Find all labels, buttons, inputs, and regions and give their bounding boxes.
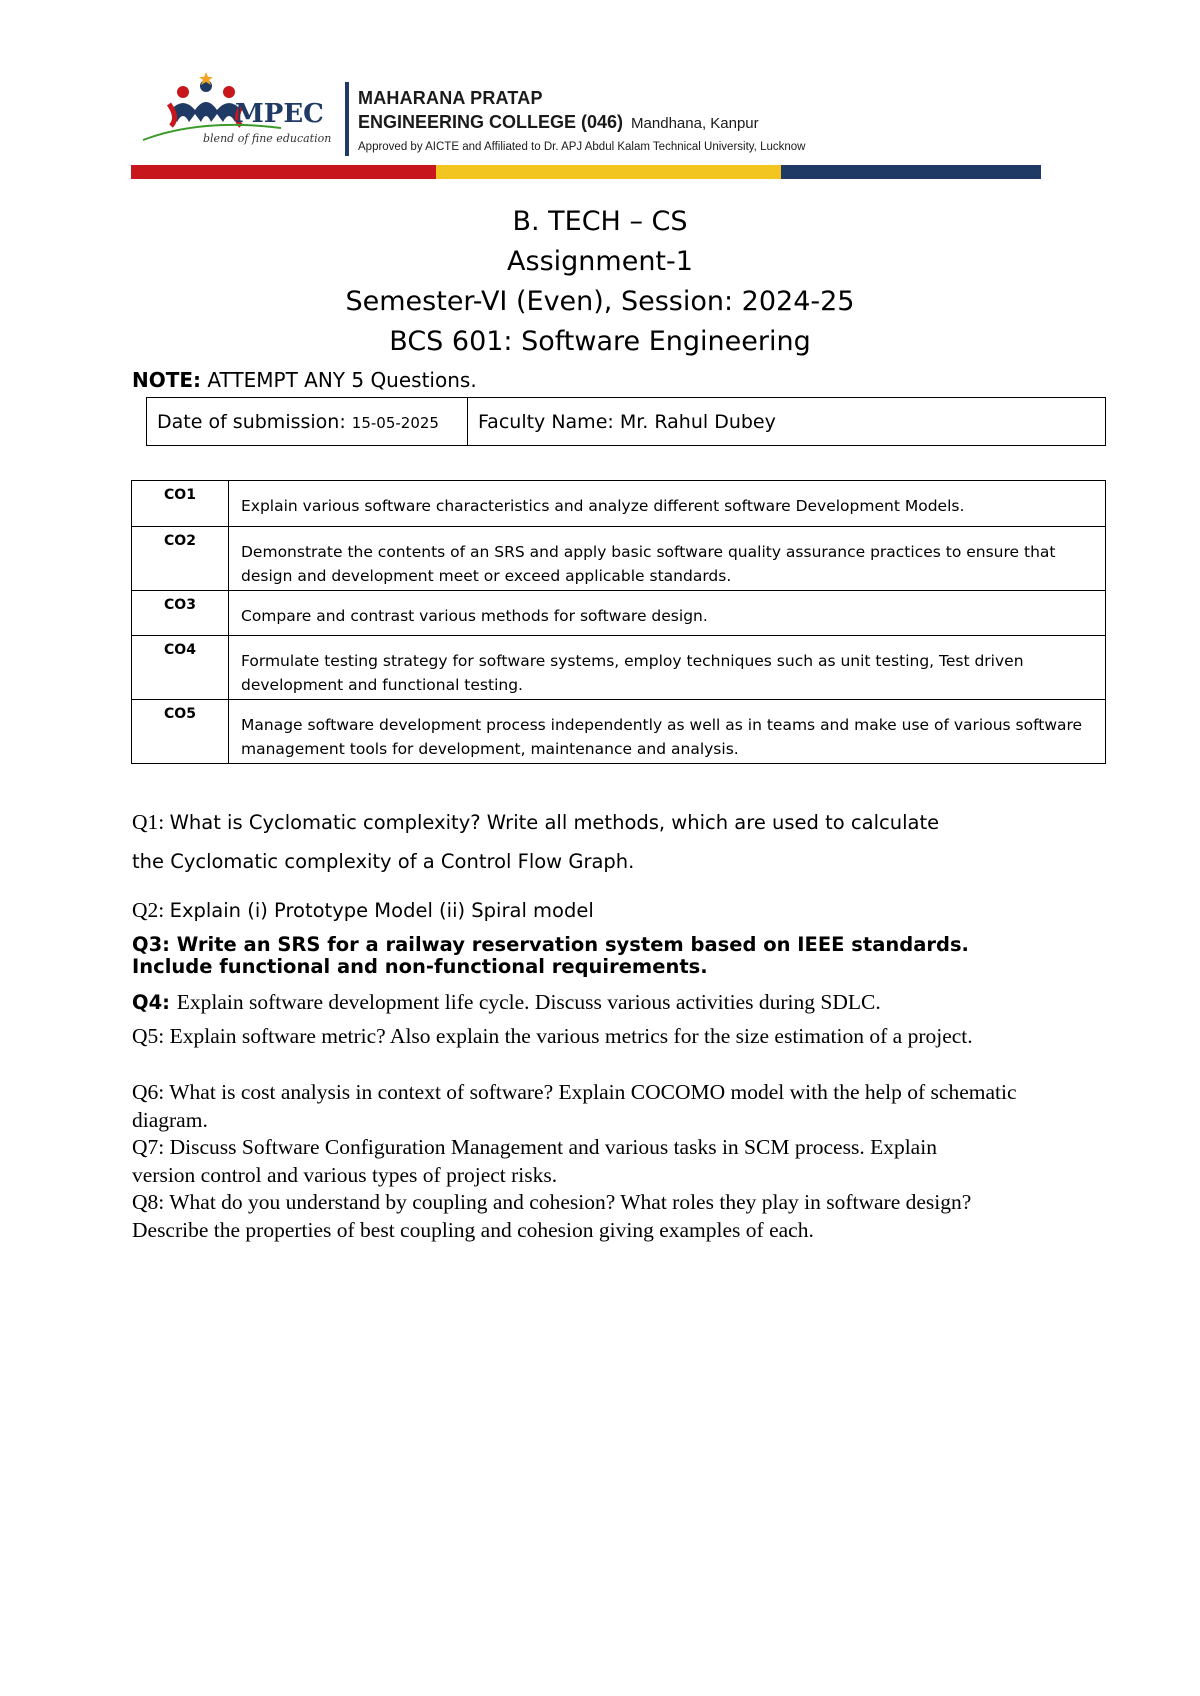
question-label: Q4: [132, 991, 177, 1014]
semester-title: Semester-VI (Even), Session: 2024-25 [345, 286, 855, 317]
college-approval: Approved by AICTE and Affiliated to Dr. APJ Abdul Kalam Technical University, Lucknow [358, 141, 806, 153]
question-label: Q3: [132, 933, 177, 956]
college-name-line2 [358, 112, 759, 133]
co-code: CO4 [132, 636, 229, 700]
submission-info-table [146, 397, 1106, 446]
college-letterhead [131, 70, 1041, 180]
faculty-name-cell: Faculty Name: Mr. Rahul Dubey [468, 398, 1106, 446]
program-title: B. TECH – CS [512, 206, 688, 237]
question-label: Q2: [132, 898, 170, 922]
question-8: Q8: What do you understand by coupling and cohesion? What roles they play in software design? Describe the properties of best coupling and cohesion giving examples of each. [132, 1190, 972, 1242]
letterhead-divider [345, 82, 349, 156]
question-5: Q5: Explain software metric? Also explain the various metrics for the size estimation of a project. [132, 1024, 973, 1048]
question-1-continued: the Cyclomatic complexity of a Control Flow Graph. [132, 850, 635, 873]
co-code: CO5 [132, 700, 229, 764]
question-label: Q1: [132, 810, 170, 834]
assignment-title: Assignment-1 [507, 246, 693, 277]
logo-tagline: blend of fine education [203, 132, 332, 145]
question-text: Write an SRS for a railway reservation system based on IEEE standards. Include functional and non-functional requirements. [132, 933, 969, 978]
submission-date-cell [147, 398, 468, 446]
submission-date-label: Date of submission: [157, 410, 352, 433]
logo-text: MPEC [235, 99, 324, 129]
co-row [132, 700, 1106, 764]
question-text: Explain software development life cycle. Discuss various activities during SDLC. [176, 990, 881, 1014]
co-row [132, 527, 1106, 591]
co-code: CO3 [132, 591, 229, 636]
co-row [132, 636, 1106, 700]
co-description: Demonstrate the contents of an SRS and apply basic software quality assurance practices to ensure that design and development meet or exceed applicable standards. [229, 527, 1106, 591]
strip-yellow [436, 165, 781, 179]
question-6: Q6: What is cost analysis in context of software? Explain COCOMO model with the help of schematic diagram. [132, 1080, 1017, 1132]
course-outcomes-table [131, 480, 1106, 764]
co-description: Formulate testing strategy for software systems, employ techniques such as unit testing, Test driven development and functional testing. [229, 636, 1106, 700]
strip-red [131, 165, 436, 179]
note-text: ATTEMPT ANY 5 Questions. [201, 368, 477, 392]
co-description: Explain various software characteristics and analyze different software Development Models. [229, 481, 1106, 527]
document-titles [0, 202, 1200, 362]
question-1 [132, 810, 1032, 835]
co-description: Compare and contrast various methods for software design. [229, 591, 1106, 636]
question-4 [132, 988, 1032, 1017]
question-3 [132, 934, 1012, 978]
college-name-text: ENGINEERING COLLEGE (046) [358, 112, 624, 132]
submission-date-value: 15-05-2025 [351, 413, 439, 432]
co-code: CO1 [132, 481, 229, 527]
question-2 [132, 898, 1032, 923]
strip-navy [781, 165, 1041, 179]
instruction-note [132, 368, 477, 392]
color-strip [131, 165, 1041, 179]
co-code: CO2 [132, 527, 229, 591]
course-title: BCS 601: Software Engineering [389, 326, 811, 357]
question-text: What is Cyclomatic complexity? Write all methods, which are used to calculate [169, 811, 940, 834]
co-description: Manage software development process independently as well as in teams and make use of various software management tools for development, maintenance and analysis. [229, 700, 1106, 764]
question-7: Q7: Discuss Software Configuration Management and various tasks in SCM process. Explain version control and various types of project risks. [132, 1135, 937, 1187]
college-logo [131, 70, 346, 160]
college-place: Mandhana, Kanpur [631, 115, 759, 132]
co-row [132, 481, 1106, 527]
college-name-line1: MAHARANA PRATAP [358, 88, 543, 108]
co-row [132, 591, 1106, 636]
note-label: NOTE: [132, 368, 202, 392]
question-text: Explain (i) Prototype Model (ii) Spiral model [169, 899, 594, 922]
